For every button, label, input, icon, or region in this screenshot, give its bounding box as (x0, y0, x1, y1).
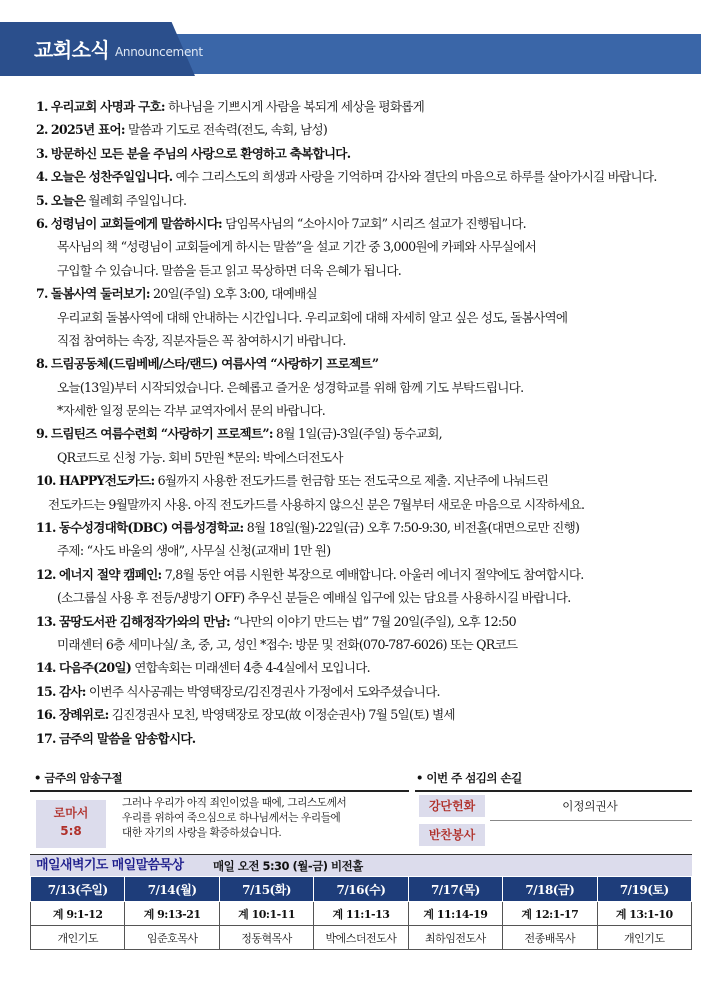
announcement-item (36, 118, 696, 141)
item-number: 13. (36, 613, 56, 629)
item-label: 에너지 절약 캠페인: (58, 566, 162, 582)
item-continuation: 구입할 수 있습니다. 말씀을 듣고 읽고 묵상하면 더욱 은혜가 됩니다. (57, 262, 402, 278)
item-text: 김진경권사 모친, 박영택장로 장모(故 이정순권사) 7월 5일(토) 별세 (108, 707, 455, 723)
schedule-leader-row (31, 926, 692, 950)
service-box (415, 790, 692, 850)
schedule-passage: 계 12:1-17 (503, 902, 597, 926)
item-continuation: 우리교회 돌봄사역에 대해 안내하는 시간입니다. 우리교회에 대해 자세히 알고 싶은 성도, 돌봄사역에 (57, 309, 568, 325)
item-continuation: *자세한 일정 문의는 각부 교역자에서 문의 바랍니다. (57, 403, 326, 419)
schedule-day: 7/17(목) (408, 877, 502, 902)
announcement-item (36, 680, 696, 703)
service-row-sidedish (415, 821, 692, 849)
item-number: 3. (36, 145, 48, 161)
page-header (0, 0, 701, 76)
service-label: 반찬봉사 (419, 824, 485, 846)
item-label: 드림공동체(드림베베/스타/랜드) 여름사역 “사랑하기 프로젝트” (50, 356, 379, 372)
verse-reference-book: 로마서 (53, 806, 89, 820)
service-label: 강단헌화 (419, 795, 485, 817)
page-subtitle: Announcement (115, 45, 203, 59)
dawn-prayer-time: 매일 오전 5:30 (월-금) 비전홀 (213, 859, 363, 873)
announcement-item (36, 610, 696, 633)
schedule-day: 7/15(화) (219, 877, 313, 902)
dawn-prayer-schedule (30, 876, 692, 950)
schedule-day: 7/19(토) (597, 877, 691, 902)
item-label: 꿈땅도서관 김해정작가와의 만남: (58, 613, 230, 629)
item-label: 장례위로: (58, 707, 109, 723)
item-label: HAPPY전도카드: (58, 473, 155, 489)
item-number: 1. (36, 99, 48, 114)
item-text: 8월 1일(금)-3일(주일) 동수교회, (272, 426, 442, 442)
item-label: 2025년 표어: (50, 122, 125, 138)
item-label: 오늘은 성찬주일입니다. (50, 169, 173, 185)
schedule-leader: 박에스더전도사 (314, 926, 408, 950)
announcement-item (36, 165, 696, 188)
schedule-header-row (31, 877, 692, 902)
schedule-leader: 최하임전도사 (408, 926, 502, 950)
item-text: 말씀과 기도로 전속력(전도, 속회, 남성) (124, 122, 328, 138)
announcement-item (36, 95, 696, 118)
memory-verse-box (30, 790, 409, 850)
verse-reference-chapter: 5:8 (60, 824, 82, 838)
item-label: 금주의 말씀을 암송합시다. (58, 730, 196, 746)
schedule-passage: 계 11:14-19 (408, 902, 502, 926)
item-text: 이번주 식사공궤는 박영택장로/김진경권사 가정에서 도와주셨습니다. (85, 683, 440, 699)
announcement-item (36, 656, 696, 679)
schedule-day: 7/13(주일) (31, 877, 125, 902)
item-text: 6월까지 사용한 전도카드를 헌금함 또는 전도국으로 제출. 지난주에 나눠드린 (154, 473, 549, 489)
item-number: 8. (36, 356, 48, 372)
schedule-leader: 개인기도 (597, 926, 691, 950)
item-continuation: 직접 참여하는 속장, 직분자들은 꼭 참여하시기 바랍니다. (57, 332, 346, 348)
item-continuation: 목사님의 책 “성령님이 교회들에게 하시는 말씀”을 설교 기간 중 3,000원에 카페와 사무실에서 (57, 239, 537, 255)
item-label: 드림틴즈 여름수련회 “사랑하기 프로젝트”: (50, 426, 273, 442)
verse-text (122, 796, 408, 841)
item-number: 9. (36, 426, 48, 442)
announcement-item (36, 516, 696, 539)
announcement-item (36, 282, 696, 305)
verse-reference (36, 800, 106, 848)
item-text: 8월 18일(월)-22일(금) 오후 7:50-9:30, 비전홀(대면으로만 진행) (243, 520, 580, 536)
announcement-item (36, 352, 696, 375)
item-text: 하나님을 기쁘시게 사람을 복되게 세상을 평화롭게 (164, 99, 425, 114)
memory-verse-heading: • 금주의 암송구절 (34, 771, 123, 785)
announcement-item (36, 422, 696, 445)
announcement-item (36, 189, 696, 212)
item-number: 4. (36, 169, 48, 185)
item-number: 12. (36, 566, 56, 582)
schedule-passage: 계 9:1-12 (31, 902, 125, 926)
verse-line: 우리를 위하여 죽으심으로 하나님께서는 우리들에 (122, 812, 341, 824)
item-number: 5. (36, 192, 48, 208)
schedule-leader: 전종배목사 (503, 926, 597, 950)
item-continuation: 미래센터 6층 세미나실/ 초, 중, 고, 성인 *접수: 방문 및 전화(070-787-6026) 또는 QR코드 (57, 636, 518, 652)
item-label: 동수성경대학(DBC) 여름성경학교: (58, 520, 244, 536)
schedule-day: 7/16(수) (314, 877, 408, 902)
item-label: 우리교회 사명과 구호: (50, 99, 165, 114)
item-label: 성령님이 교회들에게 말씀하시다: (50, 215, 222, 231)
announcement-item (36, 563, 696, 586)
schedule-passage-row (31, 902, 692, 926)
verse-line: 그러나 우리가 아직 죄인이었을 때에, 그리스도께서 (122, 797, 347, 809)
item-label: 감사: (58, 683, 86, 699)
item-number: 14. (36, 660, 56, 676)
dawn-prayer-banner (30, 854, 692, 877)
announcement-item (36, 469, 696, 492)
dawn-prayer-title: 매일새벽기도 매일말씀묵상 (36, 858, 184, 873)
schedule-day: 7/18(금) (503, 877, 597, 902)
schedule-leader: 정동혁목사 (219, 926, 313, 950)
schedule-leader: 개인기도 (31, 926, 125, 950)
item-number: 10. (36, 473, 56, 489)
item-number: 7. (36, 286, 48, 302)
service-value: 이정의권사 (562, 799, 618, 813)
page-title: 교회소식 (34, 38, 110, 62)
item-continuation: QR코드로 신청 가능. 회비 5만원 *문의: 박에스더전도사 (57, 449, 343, 465)
schedule-passage: 계 13:1-10 (597, 902, 691, 926)
item-text: 담임목사님의 “소아시아 7교회” 시리즈 설교가 진행됩니다. (221, 215, 526, 231)
schedule-passage: 계 10:1-11 (219, 902, 313, 926)
item-number: 2. (36, 122, 48, 138)
item-text: “나만의 이야기 만드는 법” 7월 20일(주일), 오후 12:50 (229, 613, 516, 629)
item-label: 다음주(20일) (58, 660, 132, 676)
item-text: 20일(주일) 오후 3:00, 대예배실 (149, 286, 317, 302)
announcement-item (36, 212, 696, 235)
item-number: 15. (36, 683, 56, 699)
item-label: 방문하신 모든 분을 주님의 사랑으로 환영하고 축복합니다. (50, 145, 351, 161)
item-text: 7,8월 동안 여름 시원한 복장으로 예배합니다. 아울러 에너지 절약에도 참여합시다. (161, 566, 584, 582)
schedule-leader: 임준호목사 (125, 926, 219, 950)
item-continuation: 오늘(13일)부터 시작되었습니다. 은혜롭고 즐거운 성경학교를 위해 함께 기도 부탁드립니다. (57, 379, 524, 395)
item-continuation: 전도카드는 9월말까지 사용. 아직 전도카드를 사용하지 않으신 분은 7월부터 새로운 마음으로 시작하세요. (48, 496, 585, 512)
schedule-day: 7/14(월) (125, 877, 219, 902)
item-number: 16. (36, 707, 56, 723)
item-number: 11. (36, 520, 56, 536)
announcement-item (36, 703, 696, 726)
item-number: 17. (36, 730, 56, 746)
service-row-flowers (415, 792, 692, 820)
item-text: 연합속회는 미래센터 4층 4-4실에서 모입니다. (131, 660, 370, 676)
item-continuation: 주제: “사도 바울의 생애”, 사무실 신청(교재비 1만 원) (57, 543, 331, 559)
item-label: 오늘은 (50, 192, 86, 208)
item-number: 6. (36, 215, 48, 231)
schedule-passage: 계 11:1-13 (314, 902, 408, 926)
service-heading: • 이번 주 섬김의 손길 (416, 771, 522, 785)
item-label: 돌봄사역 둘러보기: (50, 286, 150, 302)
announcement-item (36, 727, 696, 750)
announcement-list (36, 95, 696, 750)
verse-line: 대한 자기의 사랑을 확증하셨습니다. (122, 827, 282, 839)
item-text: 예수 그리스도의 희생과 사랑을 기억하며 감사와 결단의 마음으로 하루를 살아가시길 바랍니다. (172, 169, 657, 185)
schedule-passage: 계 9:13-21 (125, 902, 219, 926)
item-text: 월례회 주일입니다. (85, 192, 187, 208)
item-continuation: (소그룹실 사용 후 전등/냉방기 OFF) 추우신 분들은 예배실 입구에 있는 담요를 사용하시길 바랍니다. (57, 590, 571, 606)
announcement-item (36, 142, 696, 165)
